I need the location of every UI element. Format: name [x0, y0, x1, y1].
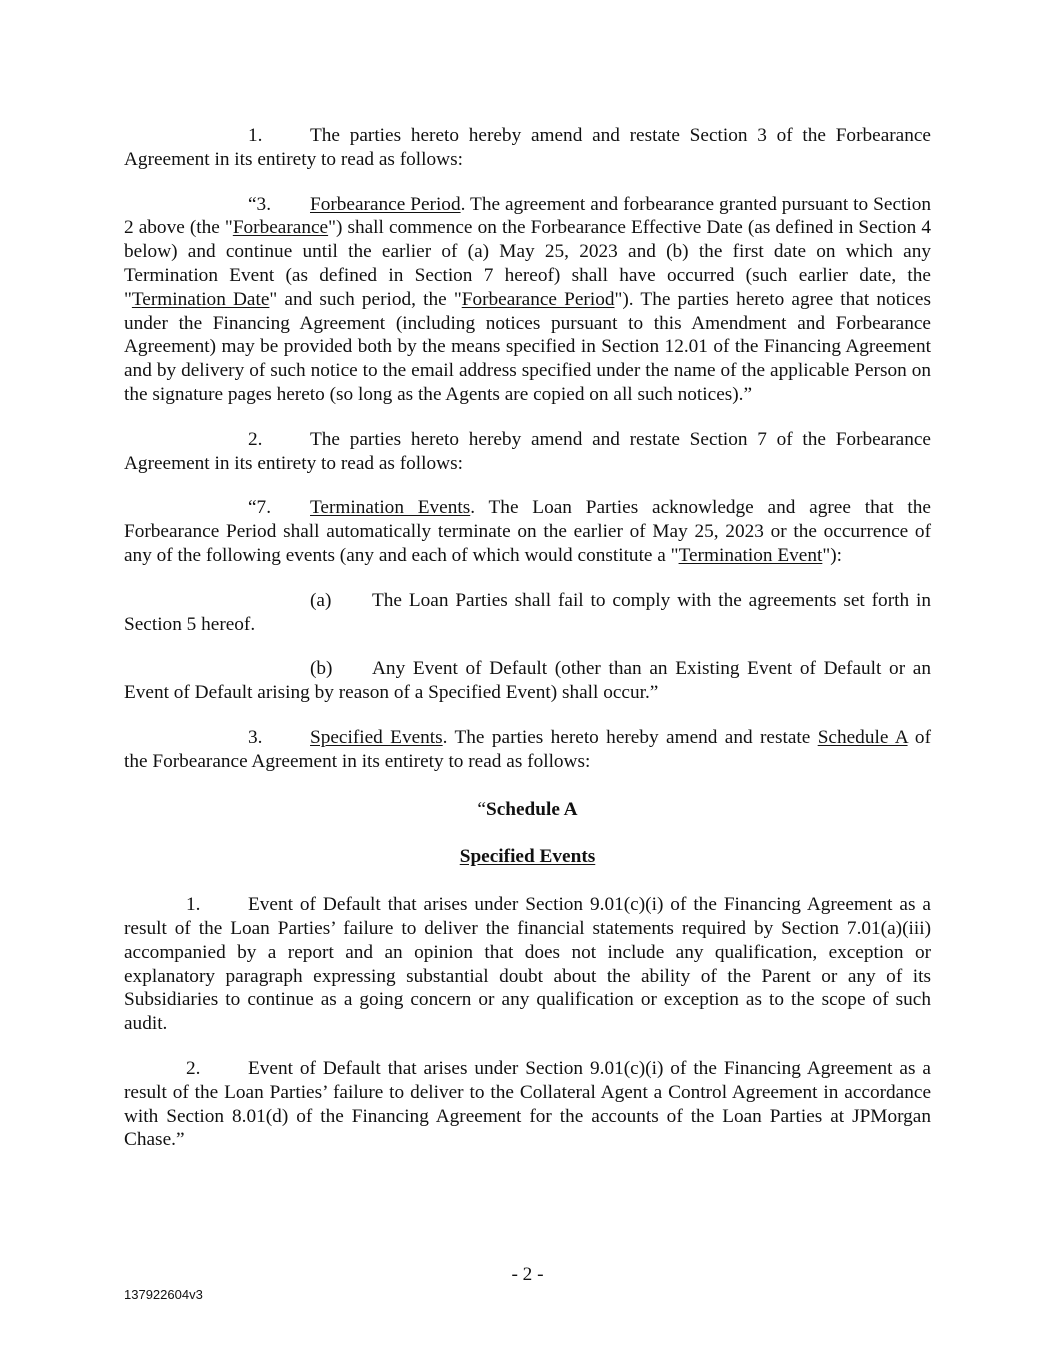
- section-heading: Forbearance Period: [310, 193, 461, 215]
- defined-term: Termination Date: [131, 288, 270, 310]
- schedule-subtitle: Specified Events: [459, 846, 596, 868]
- page-number: - 2 -: [511, 1264, 544, 1285]
- paragraph-number: “3.: [248, 193, 272, 215]
- paragraph-number: 2.: [248, 428, 263, 450]
- section-heading: Termination Events: [310, 497, 471, 519]
- defined-term: Termination Event: [678, 544, 823, 566]
- paragraph-2: [124, 428, 931, 476]
- clause-text: Any Event of Default (other than an Existing Event of Default or an Event of Default arising by reason of a Specified Event) shall occur.”: [124, 658, 931, 704]
- clause-a: [124, 589, 931, 637]
- paragraph-number: 3.: [248, 726, 263, 748]
- clause-b: [124, 657, 931, 705]
- document-body: [124, 124, 931, 1152]
- item-number: 1.: [186, 894, 201, 916]
- paragraph-text: The parties hereto hereby amend and restate Section 3 of the Forbearance Agreement in its entirety to read as follows:: [124, 125, 931, 170]
- item-text: Event of Default that arises under Section 9.01(c)(i) of the Financing Agreement as a result of the Loan Parties’ failure to deliver to the Collateral Agent a Control Agreement in accordance with Section 8.01(d) of the Financing Agreement for the accounts of the Loan Parties at JPMorgan Chase.”: [124, 1057, 931, 1151]
- clause-number: (b): [310, 658, 333, 680]
- defined-term: Schedule A: [817, 726, 908, 748]
- paragraph-number: “7.: [248, 497, 272, 519]
- specified-event-2: [124, 1057, 931, 1152]
- item-number: 2.: [186, 1057, 201, 1079]
- paragraph-number: 1.: [248, 125, 263, 146]
- paragraph-3-specified-events: 3. Specified Events. The parties hereto hereby amend and restate Schedule A of the Forbearance Agreement in its entirety to read as follows:: [124, 726, 931, 772]
- section-3-forbearance-period: “3. Forbearance Period. The agreement and forbearance granted pursuant to Section 2 above (the "Forbearance") shall commence on the Forbearance Effective Date (as defined in Section 4 below) and continue until the earlier of (a) May 25, 2023 and (b) the first date on which any Termination Event (as defined in Section 7 hereof) shall have occurred (such earlier date, the "Termination Date" and such period, the "Forbearance Period"). The parties hereto agree that notices under the Financing Agreement (including notices pursuant to this Amendment and Forbearance Agreement) may be provided both by the means specified in Section 12.01 of the Financing Agreement and by delivery of such notice to the email address specified under the name of the applicable Person on the signature pages hereto (so long as the Agents are copied on all such notices).”: [124, 193, 931, 405]
- defined-term: Forbearance: [232, 217, 329, 239]
- paragraph-1: [124, 124, 931, 172]
- specified-event-1: [124, 893, 931, 1036]
- paragraph-text: The parties hereto hereby amend and restate Section 7 of the Forbearance Agreement in its entirety to read as follows:: [124, 428, 931, 474]
- section-7-termination-events: “7. Termination Events. The Loan Parties acknowledge and agree that the Forbearance Period shall automatically terminate on the earlier of May 25, 2023 or the occurrence of any of the following events (any and each of which would constitute a "Termination Event"):: [124, 497, 931, 566]
- clause-number: (a): [310, 589, 332, 611]
- section-heading: Specified Events: [310, 726, 443, 748]
- schedule-title: “Schedule A: [477, 798, 578, 820]
- clause-text: The Loan Parties shall fail to comply with the agreements set forth in Section 5 hereof.: [124, 589, 931, 635]
- item-text: Event of Default that arises under Section 9.01(c)(i) of the Financing Agreement as a result of the Loan Parties’ failure to deliver the financial statements required by Section 7.01(a)(iii) accompanied by a report and an opinion that does not include any qualification, exception or explanatory paragraph expressing substantial doubt about the ability of the Parent or any of its Subsidiaries to continue as a going concern or any qualification or exception as to the scope of such audit.: [124, 894, 931, 1035]
- defined-term: Forbearance Period: [461, 288, 615, 310]
- document-id: 137922604v3: [124, 1287, 203, 1302]
